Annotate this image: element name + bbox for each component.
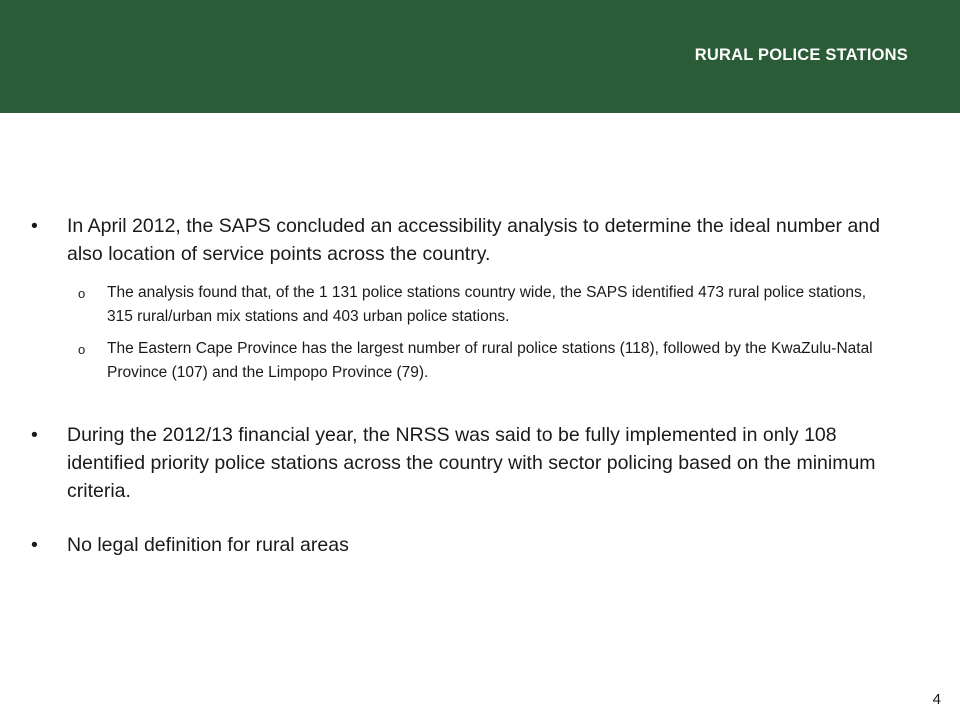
bullet-item bbox=[0, 212, 887, 268]
bullet-marker: • bbox=[31, 215, 38, 237]
slide-content bbox=[0, 212, 960, 559]
bullet-item bbox=[0, 421, 887, 505]
sub-bullet-item bbox=[0, 337, 887, 384]
bullet-text: During the 2012/13 financial year, the NRSS was said to be fully implemented in only 108 identified priority police stations across the country with sector policing based on the minimum criteria. bbox=[67, 424, 876, 502]
sub-bullet-text: The Eastern Cape Province has the largest number of rural police stations (118), followed by the KwaZulu-Natal Province (107) and the Limpopo Province (79). bbox=[107, 340, 873, 381]
bullet-item bbox=[0, 531, 887, 559]
slide-title: RURAL POLICE STATIONS bbox=[694, 46, 908, 64]
page-number: 4 bbox=[932, 691, 941, 708]
sub-bullet-item bbox=[0, 281, 887, 328]
bullet-text: No legal definition for rural areas bbox=[67, 534, 349, 556]
bullet-text: In April 2012, the SAPS concluded an accessibility analysis to determine the ideal number and also location of service points across the country. bbox=[67, 215, 880, 265]
sub-bullet-marker: o bbox=[78, 286, 86, 301]
bullet-marker: • bbox=[31, 424, 38, 446]
bullet-marker: • bbox=[31, 534, 38, 556]
sub-bullet-marker: o bbox=[78, 342, 86, 357]
header-band bbox=[0, 0, 960, 113]
sub-bullet-text: The analysis found that, of the 1 131 police stations country wide, the SAPS identified 473 rural police stations, 315 rural/urban mix stations and 403 urban police stations. bbox=[107, 284, 867, 325]
